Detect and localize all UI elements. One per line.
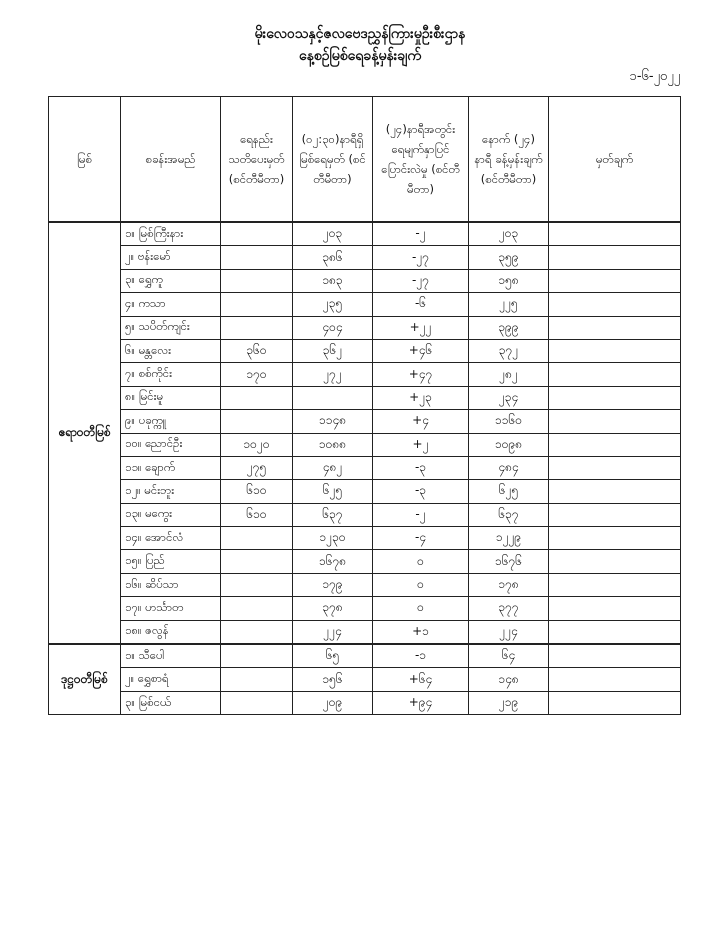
remarks-cell [549, 222, 681, 246]
table-row [49, 480, 681, 503]
station-name-cell: ၃။ မြစ်ငယ် [121, 691, 221, 714]
remarks-cell [549, 527, 681, 550]
forecast-cell: ၂၃၄ [469, 386, 549, 409]
forecast-cell: ၃၇၂ [469, 339, 549, 362]
water-level-cell: ၂၃၅ [293, 293, 373, 316]
department-title: မိုးလေဝသနှင့်ဇလဗေဒညွှန်ကြားမှုဦးစီးဌာန [254, 26, 466, 42]
station-name-cell: ၁၆။ ဆိပ်သာ [121, 573, 221, 596]
forecast-cell: ၂၈၂ [469, 363, 549, 386]
column-header-change: (၂၄)နာရီအတွင်း ရေမျက်နှာပြင် ပြောင်းလဲမှု (စင်တီမီတာ) [373, 97, 469, 223]
station-name-cell: ၁၁။ ချောက် [121, 456, 221, 479]
column-header-river: မြစ် [49, 97, 121, 223]
column-header-remarks: မှတ်ချက် [549, 97, 681, 223]
remarks-cell [549, 339, 681, 362]
forecast-cell: ၁၂၂၉ [469, 527, 549, 550]
level-change-cell: -၄ [373, 527, 469, 550]
low-warning-cell [221, 644, 293, 668]
table-row [49, 293, 681, 316]
remarks-cell [549, 550, 681, 573]
station-name-cell: ၃။ ရွှေကူ [121, 269, 221, 292]
low-warning-cell [221, 527, 293, 550]
forecast-cell: ၂၁၉ [469, 691, 549, 714]
level-change-cell: +၂ [373, 433, 469, 456]
remarks-cell [549, 293, 681, 316]
forecast-cell: ၁၄၈ [469, 668, 549, 691]
water-level-cell: ၃၆၂ [293, 339, 373, 362]
water-level-cell: ၃၈၆ [293, 246, 373, 269]
table-row [49, 456, 681, 479]
low-warning-cell [221, 246, 293, 269]
level-change-cell: ၀ [373, 550, 469, 573]
table-row [49, 573, 681, 596]
remarks-cell [549, 691, 681, 714]
level-change-cell: +၆၄ [373, 668, 469, 691]
table-row [49, 316, 681, 339]
table-row [49, 550, 681, 573]
low-warning-cell [221, 222, 293, 246]
station-name-cell: ၈။ မြင်းမူ [121, 386, 221, 409]
station-name-cell: ၆။ မန္တလေး [121, 339, 221, 362]
forecast-cell: ၁၀၉၈ [469, 433, 549, 456]
low-warning-cell [221, 550, 293, 573]
low-warning-cell: ၁၀၂၀ [221, 433, 293, 456]
remarks-cell [549, 597, 681, 620]
forecast-cell: ၆၂၅ [469, 480, 549, 503]
table-row [49, 410, 681, 433]
level-change-cell: -၂ [373, 503, 469, 526]
table-row [49, 339, 681, 362]
water-level-cell [293, 386, 373, 409]
report-date: ၁-၆-၂၀၂၂ [629, 69, 680, 84]
water-level-cell: ၄၀၄ [293, 316, 373, 339]
low-warning-cell [221, 620, 293, 644]
low-warning-cell [221, 410, 293, 433]
low-warning-cell [221, 269, 293, 292]
table-row [49, 597, 681, 620]
station-name-cell: ၁၂။ မင်းဘူး [121, 480, 221, 503]
table-row [49, 363, 681, 386]
low-warning-cell [221, 597, 293, 620]
level-change-cell: +၄၇ [373, 363, 469, 386]
low-warning-cell: ၆၁၀ [221, 503, 293, 526]
column-header-water-level: (၀၂:၃၀)နာရီရှိ မြစ်ရေမှတ် (စင်တီမီတာ) [293, 97, 373, 223]
column-header-low-warning: ရေနည်းသတိပေးမှတ် (စင်တီမီတာ) [221, 97, 293, 223]
forecast-cell: ၄၈၄ [469, 456, 549, 479]
column-header-forecast: နောက် (၂၄) နာရီ ခန့်မှန်းချက် (စင်တီမီတာ) [469, 97, 549, 223]
low-warning-cell: ၁၇၀ [221, 363, 293, 386]
station-name-cell: ၅။ သပိတ်ကျင်း [121, 316, 221, 339]
level-change-cell: -၂၇ [373, 269, 469, 292]
station-name-cell: ၁၄။ အောင်လံ [121, 527, 221, 550]
forecast-cell: ၆၃၇ [469, 503, 549, 526]
table-row [49, 246, 681, 269]
table-row [49, 503, 681, 526]
level-change-cell: +၄၆ [373, 339, 469, 362]
remarks-cell [549, 503, 681, 526]
station-name-cell: ၂။ ဗန်းမော် [121, 246, 221, 269]
water-level-cell: ၂၂၄ [293, 620, 373, 644]
water-level-cell: ၁၆၇၈ [293, 550, 373, 573]
level-change-cell: -၆ [373, 293, 469, 316]
remarks-cell [549, 433, 681, 456]
level-change-cell: +၂၃ [373, 386, 469, 409]
level-change-cell: -၃ [373, 456, 469, 479]
low-warning-cell [221, 316, 293, 339]
water-level-cell: ၁၀၈၈ [293, 433, 373, 456]
water-level-cell: ၁၂၃၀ [293, 527, 373, 550]
water-level-cell: ၁၈၃ [293, 269, 373, 292]
remarks-cell [549, 456, 681, 479]
station-name-cell: ၁၇။ ဟင်္သာတ [121, 597, 221, 620]
forecast-cell: ၁၆၇၆ [469, 550, 549, 573]
level-change-cell: -၂ [373, 222, 469, 246]
low-warning-cell [221, 386, 293, 409]
table-row [49, 433, 681, 456]
table-row [49, 620, 681, 644]
river-name-cell: ဒုဋ္ဌဝတီမြစ် [49, 644, 121, 715]
low-warning-cell [221, 668, 293, 691]
table-row [49, 668, 681, 691]
water-level-cell: ၁၇၉ [293, 573, 373, 596]
level-change-cell: +၉၄ [373, 691, 469, 714]
station-name-cell: ၄။ ကသာ [121, 293, 221, 316]
forecast-cell: ၂၀၃ [469, 222, 549, 246]
water-level-cell: ၆၅ [293, 644, 373, 668]
table-row [49, 269, 681, 292]
low-warning-cell [221, 293, 293, 316]
remarks-cell [549, 573, 681, 596]
table-row [49, 386, 681, 409]
column-header-station: စခန်းအမည် [121, 97, 221, 223]
water-level-cell: ၂၀၃ [293, 222, 373, 246]
water-level-cell: ၆၃၇ [293, 503, 373, 526]
level-change-cell: -၃ [373, 480, 469, 503]
forecast-cell: ၁၁၆၀ [469, 410, 549, 433]
level-change-cell: ၀ [373, 597, 469, 620]
table-row [49, 222, 681, 246]
forecast-cell: ၆၄ [469, 644, 549, 668]
station-name-cell: ၁၈။ ဇလွန် [121, 620, 221, 644]
remarks-cell [549, 246, 681, 269]
remarks-cell [549, 363, 681, 386]
water-level-cell: ၄၈၂ [293, 456, 373, 479]
report-title: နေ့စဉ်မြစ်ရေခန့်မှန်းချက် [298, 48, 422, 64]
station-name-cell: ၁၀။ ညောင်ဦး [121, 433, 221, 456]
forecast-cell: ၃၇၇ [469, 597, 549, 620]
water-level-cell: ၂၇၂ [293, 363, 373, 386]
forecast-cell: ၃၅၉ [469, 246, 549, 269]
remarks-cell [549, 410, 681, 433]
forecast-cell: ၃၉၉ [469, 316, 549, 339]
remarks-cell [549, 668, 681, 691]
station-name-cell: ၂။ ရွှေစာရံ [121, 668, 221, 691]
table-header-row [49, 97, 681, 223]
level-change-cell: +၄ [373, 410, 469, 433]
forecast-cell: ၁၇၈ [469, 573, 549, 596]
remarks-cell [549, 269, 681, 292]
river-level-table [48, 96, 681, 715]
level-change-cell: -၂၇ [373, 246, 469, 269]
remarks-cell [549, 386, 681, 409]
low-warning-cell: ၃၆၀ [221, 339, 293, 362]
station-name-cell: ၁၅။ ပြည် [121, 550, 221, 573]
station-name-cell: ၉။ ပခုက္ကူ [121, 410, 221, 433]
station-name-cell: ၇။ စစ်ကိုင်း [121, 363, 221, 386]
low-warning-cell: ၆၁၀ [221, 480, 293, 503]
forecast-cell: ၂၂၅ [469, 293, 549, 316]
water-level-cell: ၁၁၄၈ [293, 410, 373, 433]
water-level-cell: ၁၅၆ [293, 668, 373, 691]
table-body [49, 222, 681, 715]
station-name-cell: ၁။ မြစ်ကြီးနား [121, 222, 221, 246]
forecast-cell: ၁၅၈ [469, 269, 549, 292]
water-level-cell: ၃၇၈ [293, 597, 373, 620]
station-name-cell: ၁၃။ မကွေး [121, 503, 221, 526]
table-row [49, 691, 681, 714]
level-change-cell: +၁ [373, 620, 469, 644]
remarks-cell [549, 644, 681, 668]
water-level-cell: ၂၀၉ [293, 691, 373, 714]
forecast-cell: ၂၂၄ [469, 620, 549, 644]
remarks-cell [549, 316, 681, 339]
remarks-cell [549, 620, 681, 644]
water-level-cell: ၆၂၅ [293, 480, 373, 503]
low-warning-cell [221, 691, 293, 714]
table-row [49, 527, 681, 550]
level-change-cell: +၂၂ [373, 316, 469, 339]
level-change-cell: ၀ [373, 573, 469, 596]
remarks-cell [549, 480, 681, 503]
table-row [49, 644, 681, 668]
level-change-cell: -၁ [373, 644, 469, 668]
station-name-cell: ၁။ သီပေါ [121, 644, 221, 668]
low-warning-cell: ၂၇၅ [221, 456, 293, 479]
river-name-cell: ဧရာဝတီမြစ် [49, 222, 121, 644]
low-warning-cell [221, 573, 293, 596]
